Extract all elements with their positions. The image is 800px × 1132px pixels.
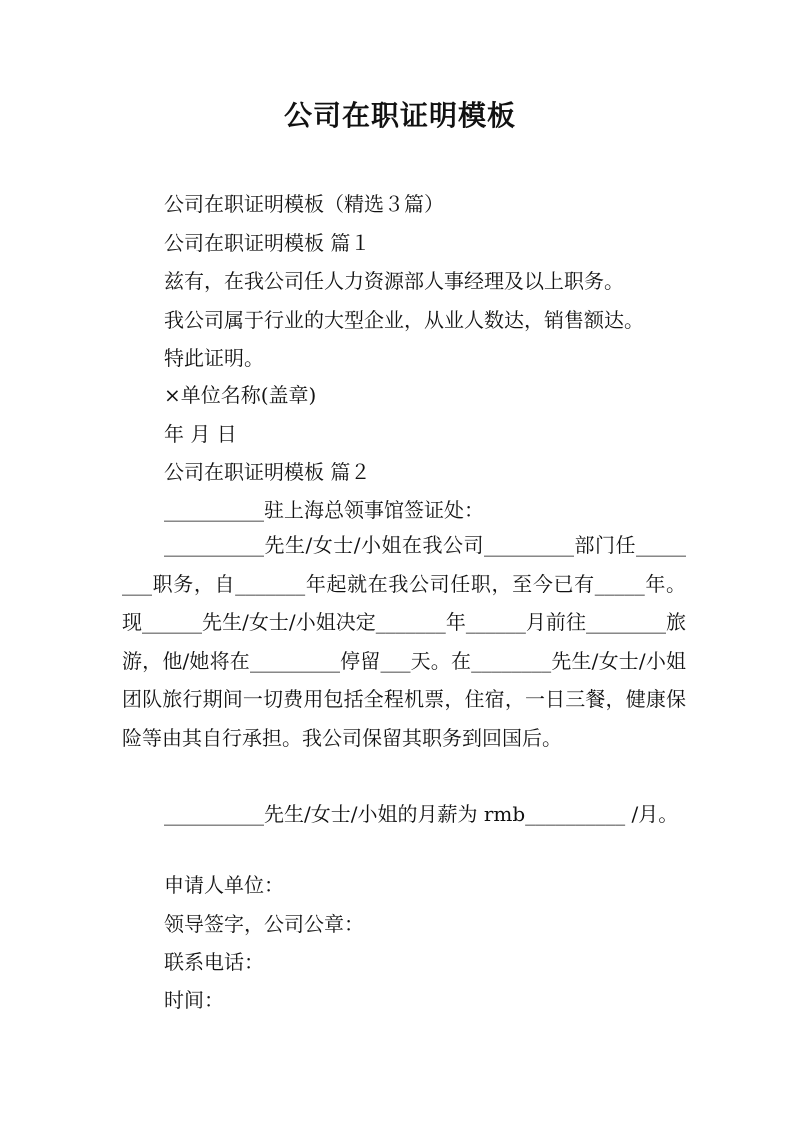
document-title: 公司在职证明模板 [283, 99, 516, 132]
salary-paragraph: __________先生/女士/小姐的月薪为 rmb__________ /月。 [164, 802, 679, 826]
section-heading-2: 公司在职证明模板 篇２ [164, 460, 371, 484]
footer-line-time: 时间： [164, 988, 224, 1012]
body-line: 特此证明。 [164, 346, 264, 370]
addressee-line: __________驻上海总领事馆签证处： [164, 498, 484, 522]
footer-line-signature: 领导签字，公司公章： [164, 912, 364, 936]
body-line: 兹有，在我公司任人力资源部人事经理及以上职务。 [164, 269, 624, 293]
footer-line-applicant: 申请人单位： [164, 873, 284, 897]
subtitle-line: 公司在职证明模板（精选３篇） [164, 192, 444, 216]
certificate-paragraph: __________先生/女士/小姐在我公司_________部门任________职务，自_______年起就在我公司任职，至今已有_____年。现______先生/女士/小姐决定_______年______月前往________旅游，他/她将在_________停留___天。在________先生/女士/小姐团队旅行期间一切费用包括全程机票，住宿，一日三餐，健康保险等由其自行承担。我公司保留其职务到回国后。 [122, 533, 686, 750]
footer-line-phone: 联系电话： [164, 950, 264, 974]
body-line: 我公司属于行业的大型企业，从业人数达，销售额达。 [164, 308, 644, 332]
body-line: ×单位名称(盖章) [164, 383, 317, 407]
date-line: 年 月 日 [164, 422, 237, 446]
section-heading-1: 公司在职证明模板 篇１ [164, 231, 371, 255]
